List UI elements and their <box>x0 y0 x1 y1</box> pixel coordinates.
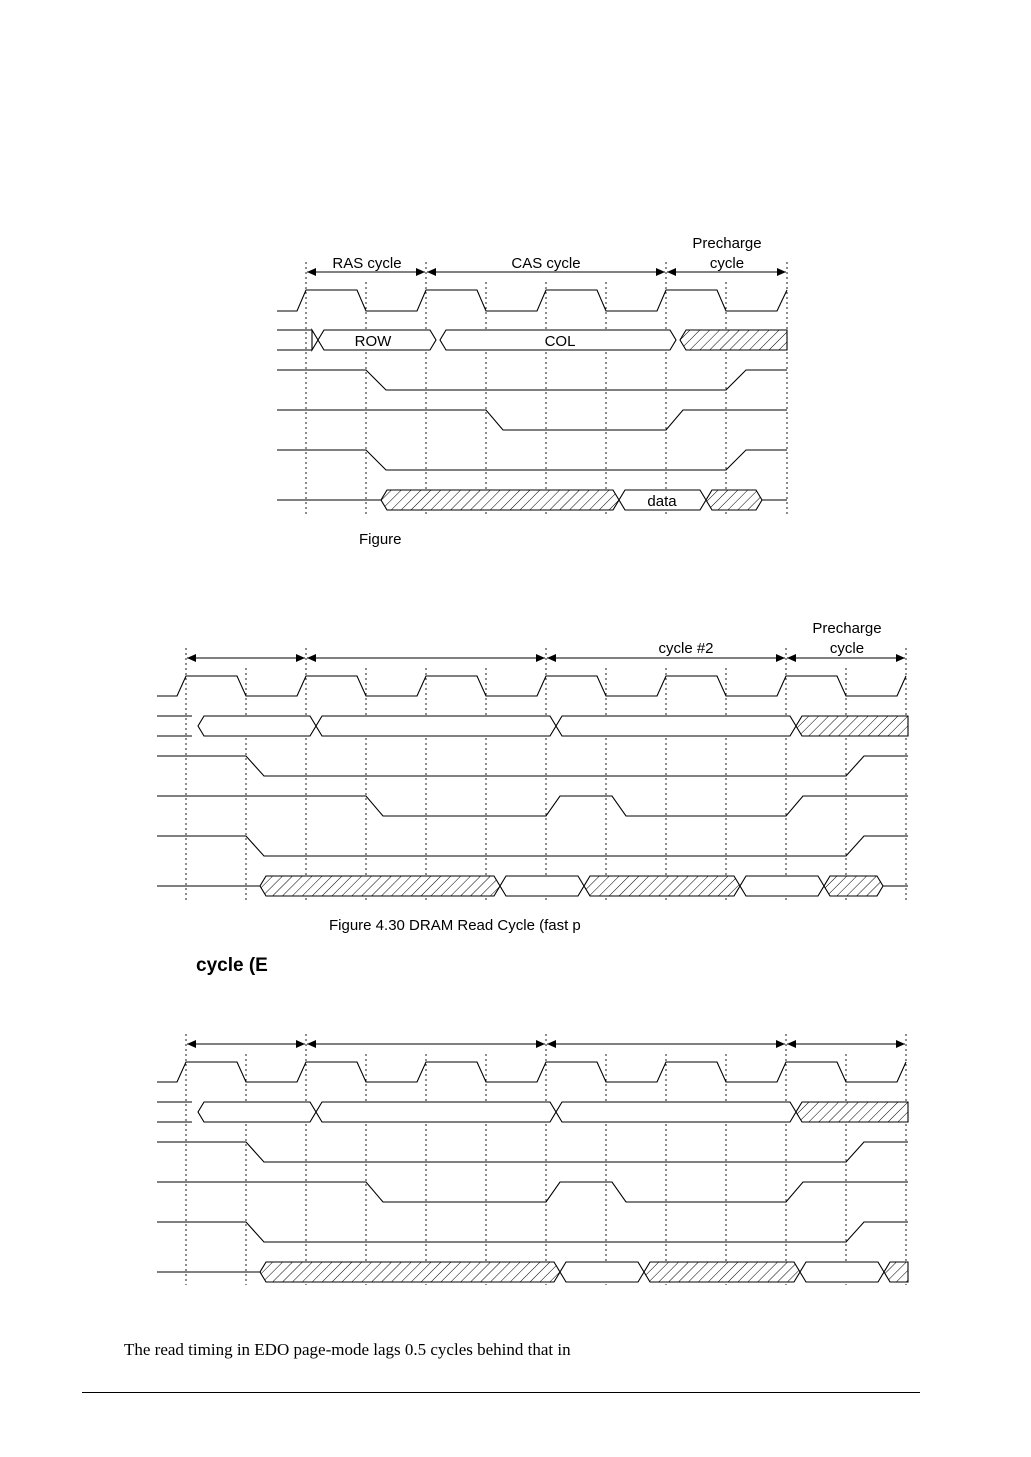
oe-signal <box>157 1222 908 1242</box>
address-bus <box>157 1102 908 1122</box>
cycle-2-label: cycle #2 <box>658 640 714 657</box>
col-label: COL <box>544 333 576 350</box>
cas-signal <box>277 410 787 430</box>
body-paragraph: The read timing in EDO page-mode lags 0.5 cycles behind that in <box>124 1340 571 1359</box>
ras-signal <box>277 370 787 390</box>
cas-signal <box>157 1182 908 1202</box>
oe-signal <box>157 836 908 856</box>
precharge-label: Precharge <box>692 235 762 252</box>
ras-signal <box>157 1142 908 1162</box>
oe-signal <box>277 450 787 470</box>
clock-signal <box>157 676 906 696</box>
data-bus <box>157 876 908 896</box>
clock-signal <box>157 1062 906 1082</box>
data-bus <box>157 1262 908 1282</box>
ras-signal <box>157 756 908 776</box>
precharge-cycle-label: cycle <box>829 640 865 657</box>
section-heading: cycle (E <box>196 955 268 976</box>
page-footer-rule <box>82 1392 920 1393</box>
cas-signal <box>157 796 908 816</box>
gridlines <box>186 1034 906 1285</box>
timing-diagram-3 <box>157 1034 908 1285</box>
address-bus <box>157 716 908 736</box>
data-bus <box>277 490 787 510</box>
ras-cycle-label: RAS cycle <box>332 255 402 272</box>
timing-diagram-1 <box>277 235 787 548</box>
clock-signal <box>277 290 787 311</box>
gridlines <box>306 262 787 515</box>
precharge-cycle-label: cycle <box>709 255 745 272</box>
gridlines <box>186 648 906 900</box>
cas-cycle-label: CAS cycle <box>511 255 581 272</box>
timing-diagram-2 <box>157 620 908 934</box>
figure-caption-2: Figure 4.30 DRAM Read Cycle (fast p <box>329 917 581 934</box>
figure-caption-1: Figure <box>359 531 402 548</box>
data-label: data <box>647 493 677 510</box>
precharge-label: Precharge <box>812 620 882 637</box>
address-bus <box>277 330 787 350</box>
row-label: ROW <box>354 333 392 350</box>
